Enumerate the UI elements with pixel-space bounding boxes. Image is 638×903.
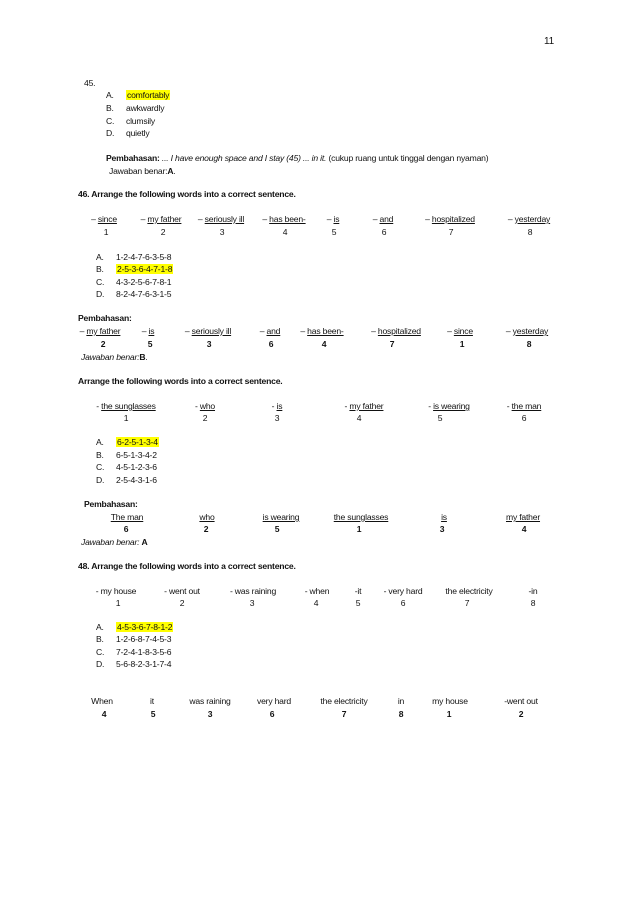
q46-option-b: B. 2-5-3-6-4-7-1-8 bbox=[96, 264, 173, 274]
q48-title: 48. Arrange the following words into a correct sentence. bbox=[78, 561, 296, 571]
q48-option-b: B. 1-2-6-8-7-4-5-3 bbox=[96, 634, 172, 644]
q47-pembahasan-label: Pembahasan: bbox=[84, 499, 138, 509]
q48-option-c: C. 7-2-4-1-8-3-5-6 bbox=[96, 647, 172, 657]
q47-option-a: A. 6-2-5-1-3-4 bbox=[96, 437, 158, 447]
q46-option-d: D. 8-2-4-7-6-3-1-5 bbox=[96, 289, 172, 299]
page-number: 11 bbox=[544, 36, 554, 47]
q46-title: 46. Arrange the following words into a correct sentence. bbox=[78, 189, 296, 199]
q47-option-b: B. 6-5-1-3-4-2 bbox=[96, 450, 157, 460]
q47-option-d: D. 2-5-4-3-1-6 bbox=[96, 475, 157, 485]
q45-option-c: C. clumsily bbox=[106, 116, 155, 126]
q45-option-b: B. awkwardly bbox=[106, 103, 165, 113]
q45-pembahasan: Pembahasan: ... I have enough space and I stay (45) ... in it. (cukup ruang untuk tinggal dengan nyaman) bbox=[106, 153, 489, 163]
q46-pembahasan-label: Pembahasan: bbox=[78, 313, 132, 323]
q47-option-c: C. 4-5-1-2-3-6 bbox=[96, 462, 157, 472]
q47-title: Arrange the following words into a correct sentence. bbox=[78, 376, 283, 386]
q45-option-a: A. comfortably bbox=[106, 90, 170, 100]
q45-option-d: D. quietly bbox=[106, 128, 150, 138]
q45-number: 45. bbox=[84, 78, 96, 88]
q48-option-d: D. 5-6-8-2-3-1-7-4 bbox=[96, 659, 172, 669]
q46-answer: Jawaban benar:B. bbox=[81, 352, 148, 362]
q46-option-c: C. 4-3-2-5-6-7-8-1 bbox=[96, 277, 172, 287]
q48-option-a: A. 4-5-3-6-7-8-1-2 bbox=[96, 622, 173, 632]
q45-answer: Jawaban benar:A. bbox=[109, 166, 176, 176]
q46-option-a: A. 1-2-4-7-6-3-5-8 bbox=[96, 252, 172, 262]
q47-answer: Jawaban benar: A bbox=[81, 537, 148, 547]
